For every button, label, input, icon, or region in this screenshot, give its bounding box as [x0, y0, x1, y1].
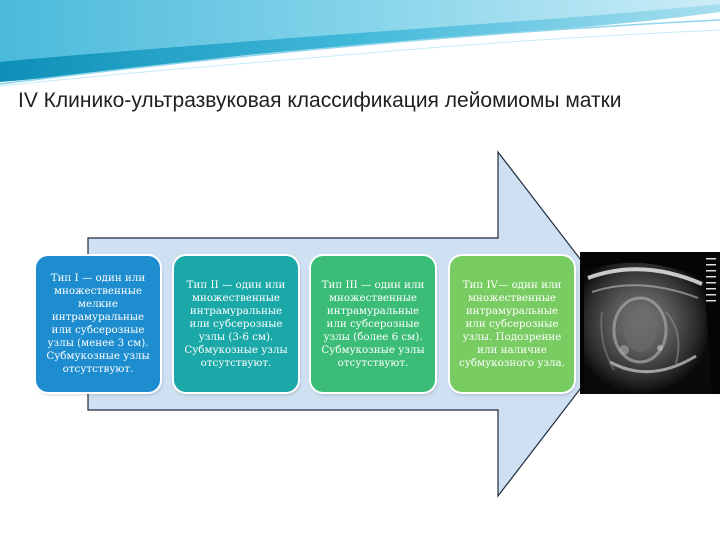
type-3-box: [311, 256, 435, 392]
type-1-box: [36, 256, 160, 392]
type-2-box: [174, 256, 298, 392]
type-4-text: Тип IV— один или множественные интрамуральные или субсерозные узлы. Подозрение или наличие субмукозного узла.: [459, 278, 565, 369]
type-1-text: Тип I — один или множественные мелкие интрамуральные или субсерозные узлы (менее 3 см). Субмукозные узлы отсутствуют.: [46, 272, 150, 375]
type-3-text: Тип III — один или множественные интрамуральные или субсерозные узлы (более 6 см). Субмукозные узлы отсутствуют.: [321, 278, 425, 369]
ultrasound-image: [580, 252, 720, 394]
type-2-text: Тип II — один или множественные интрамуральные или субсерозные узлы (3-6 см). Субмукозные узлы отсутствуют.: [184, 278, 288, 369]
slide-title: IV Клинико-ультразвуковая классификация лейомиомы матки: [18, 89, 622, 112]
type-4-box: [450, 256, 574, 392]
